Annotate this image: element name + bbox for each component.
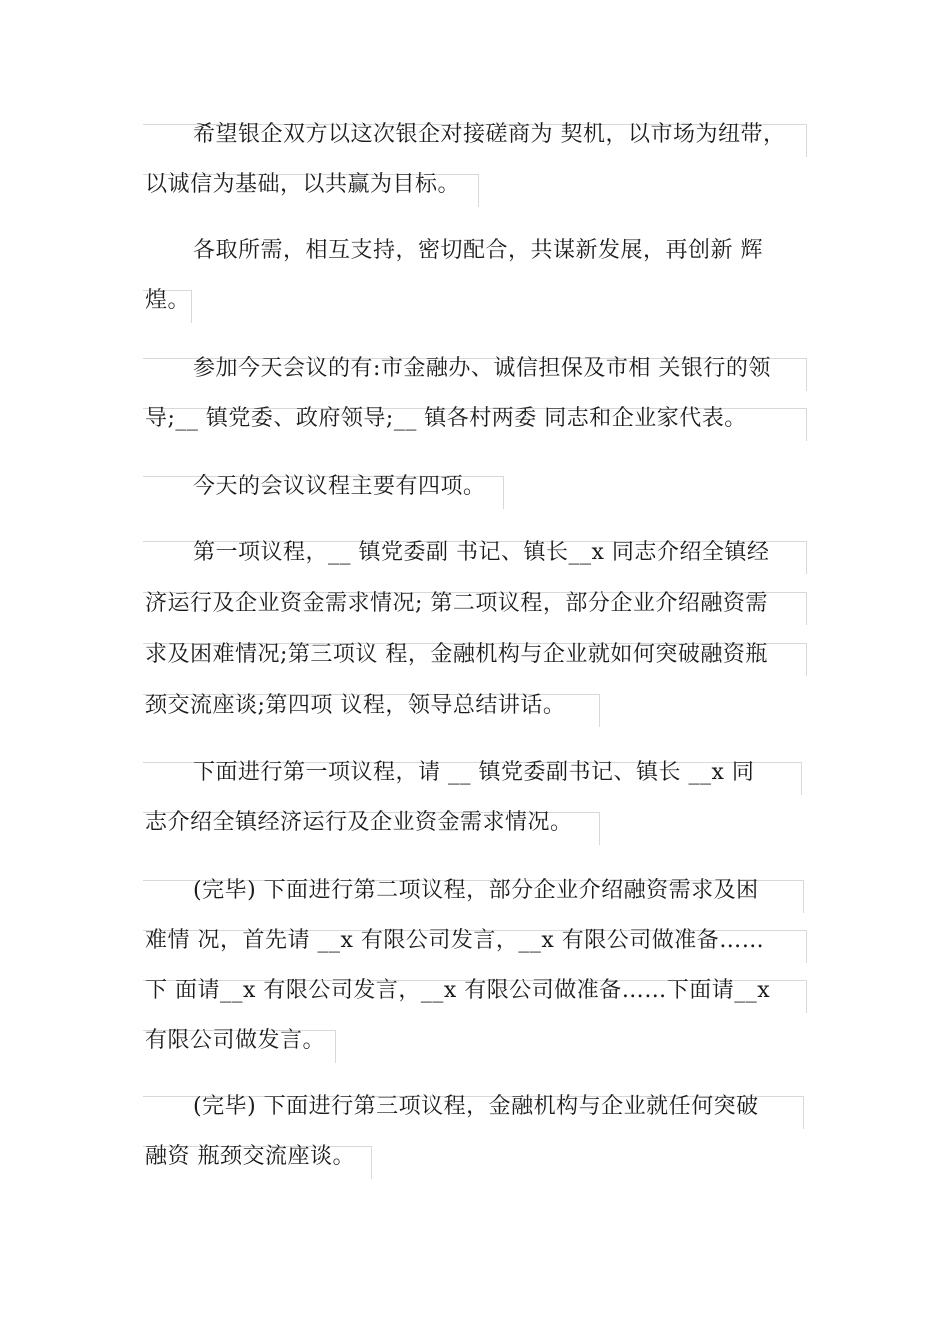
paragraph-5-line-1: 第一项议程，__ 镇党委副 书记、镇长__x 同志介绍全镇经 — [193, 540, 770, 565]
paragraph-2-line-1: 各取所需，相互支持，密切配合，共谋新发展，再创新 辉 — [193, 238, 763, 263]
paragraph-3-line-2: 导;__ 镇党委、政府领导;__ 镇各村两委 同志和企业家代表。 — [145, 406, 747, 431]
paragraph-6-line-2: 志介绍全镇经济运行及企业资金需求情况。 — [145, 810, 573, 835]
paragraph-7-line-3: 下 面请__x 有限公司发言，__x 有限公司做准备……下面请__x — [145, 978, 771, 1003]
paragraph-7-line-2: 难情 况，首先请 __x 有限公司发言，__x 有限公司做准备…… — [145, 928, 765, 953]
paragraph-1-line-2: 以诚信为基础，以共赢为目标。 — [145, 172, 461, 197]
paragraph-5-line-3: 求及困难情况;第三项议 程，金融机构与企业就如何突破融资瓶 — [145, 642, 768, 667]
paragraph-6-line-1: 下面进行第一项议程，请 __ 镇党委副书记、镇长 __x 同 — [193, 760, 755, 785]
paragraph-2-line-2: 煌。 — [145, 288, 191, 313]
paragraph-8-line-1: (完毕) 下面进行第三项议程，金融机构与企业就任何突破 — [193, 1094, 759, 1119]
paragraph-7-line-1: (完毕) 下面进行第二项议程，部分企业介绍融资需求及困 — [193, 878, 759, 903]
paragraph-1-line-1: 希望银企双方以这次银企对接磋商为 契机，以市场为纽带， — [193, 122, 786, 147]
paragraph-5-line-2: 济运行及企业资金需求情况; 第二项议程，部分企业介绍融资需 — [145, 591, 768, 616]
paragraph-8-line-2: 融资 瓶颈交流座谈。 — [145, 1144, 355, 1169]
paragraph-7-line-4: 有限公司做发言。 — [145, 1028, 326, 1053]
paragraph-3-line-1: 参加今天会议的有:市金融办、诚信担保及市相 关银行的领 — [193, 356, 771, 381]
paragraph-4-line-1: 今天的会议议程主要有四项。 — [193, 474, 486, 499]
paragraph-5-line-4: 颈交流座谈;第四项 议程，领导总结讲话。 — [145, 693, 566, 718]
